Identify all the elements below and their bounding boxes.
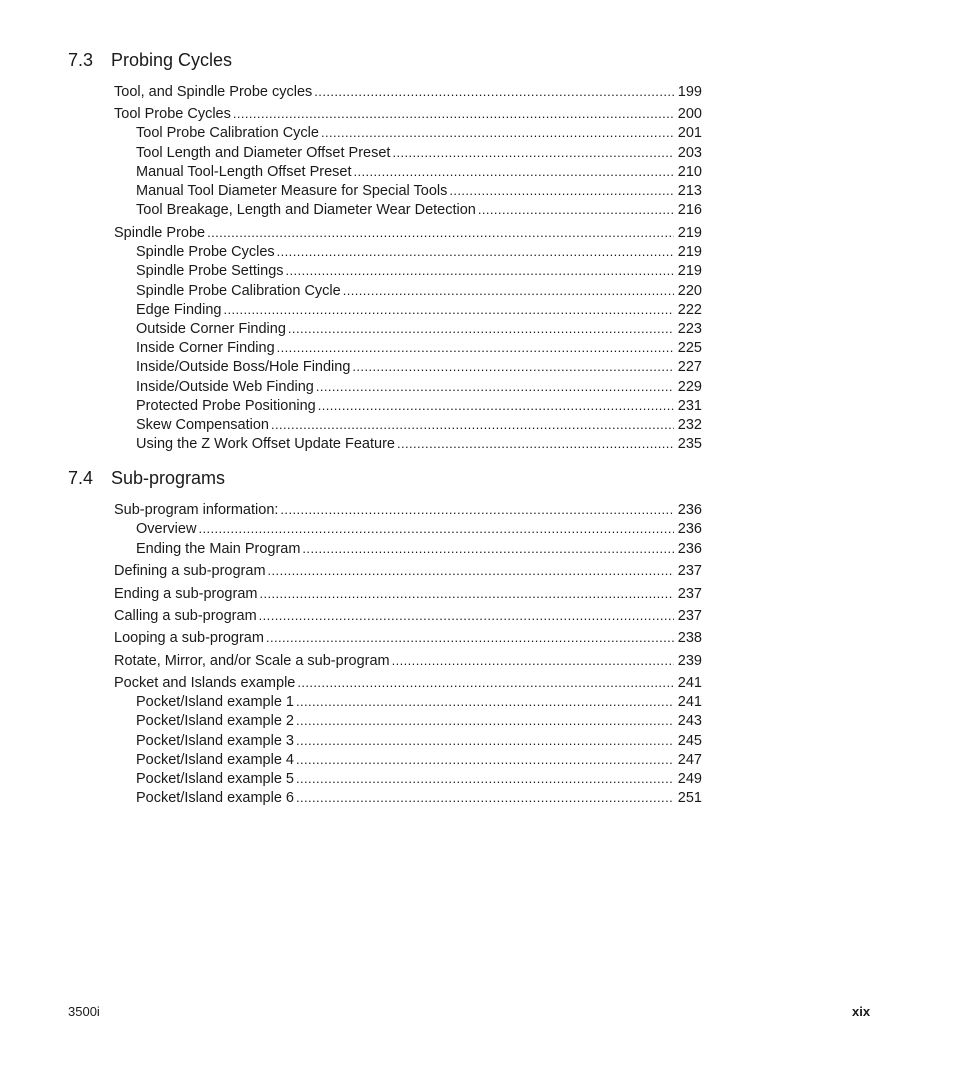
dot-leader [343, 281, 674, 300]
toc-entry-title: Tool, and Spindle Probe cycles [114, 84, 313, 100]
toc-entry-title: Rotate, Mirror, and/or Scale a sub-program [114, 653, 390, 669]
toc-entry[interactable] [136, 261, 702, 280]
toc-entry[interactable] [136, 143, 702, 162]
footer-product-name: 3500i [68, 1004, 100, 1019]
toc-entry-page: 237 [677, 586, 702, 602]
toc-entry-page: 251 [677, 790, 702, 806]
toc-entry-page: 245 [677, 733, 702, 749]
toc-entry-page: 219 [677, 225, 702, 241]
section-number: 7.4 [68, 468, 94, 488]
dot-leader [259, 606, 674, 625]
toc-entry-page: 231 [677, 398, 702, 414]
dot-leader [271, 415, 674, 434]
dot-leader [296, 769, 674, 788]
toc-entry-page: 219 [677, 244, 702, 260]
toc-entry-title: Pocket/Island example 3 [136, 733, 294, 749]
toc-entry[interactable] [136, 539, 702, 558]
dot-leader [296, 788, 674, 807]
toc-entry[interactable] [114, 606, 702, 625]
dot-leader [296, 731, 674, 750]
toc-entry-title: Pocket/Island example 6 [136, 790, 294, 806]
toc-entry-page: 241 [677, 694, 702, 710]
toc-entry-title: Manual Tool Diameter Measure for Special Tools [136, 183, 448, 199]
dot-leader [259, 584, 673, 603]
toc-entry[interactable] [136, 434, 702, 453]
dot-leader [392, 651, 674, 670]
dot-leader [296, 692, 674, 711]
toc-entry[interactable] [136, 242, 702, 261]
toc-entry-title: Spindle Probe Calibration Cycle [136, 283, 341, 299]
section-heading-sub-programs [68, 468, 225, 489]
toc-entry-title: Spindle Probe [114, 225, 206, 241]
dot-leader [316, 377, 674, 396]
dot-leader [397, 434, 674, 453]
toc-entry-page: 200 [677, 106, 702, 122]
toc-entry-title: Ending a sub-program [114, 586, 258, 602]
toc-entry[interactable] [136, 338, 702, 357]
toc-entry-title: Manual Tool-Length Offset Preset [136, 164, 352, 180]
toc-entry-page: 239 [677, 653, 702, 669]
toc-entry[interactable] [114, 500, 702, 519]
toc-entry[interactable] [136, 200, 702, 219]
toc-entry-title: Calling a sub-program [114, 608, 257, 624]
dot-leader [277, 338, 674, 357]
toc-entry[interactable] [114, 628, 702, 647]
toc-entry[interactable] [136, 731, 702, 750]
toc-entry-page: 241 [677, 675, 702, 691]
toc-entry-page: 203 [677, 145, 702, 161]
toc-entry[interactable] [136, 750, 702, 769]
toc-entry-title: Spindle Probe Settings [136, 263, 284, 279]
dot-leader [478, 200, 674, 219]
toc-entry-title: Protected Probe Positioning [136, 398, 316, 414]
toc-entry-page: 236 [677, 502, 702, 518]
toc-entry[interactable] [136, 181, 702, 200]
toc-entry[interactable] [136, 415, 702, 434]
toc-entry[interactable] [114, 223, 702, 242]
toc-entry-page: 225 [677, 340, 702, 356]
toc-entry-page: 249 [677, 771, 702, 787]
toc-entry[interactable] [114, 673, 702, 692]
dot-leader [268, 561, 674, 580]
toc-entry[interactable] [114, 561, 702, 580]
dot-leader [302, 539, 673, 558]
dot-leader [449, 181, 673, 200]
toc-entry[interactable] [114, 584, 702, 603]
footer-page-number: xix [852, 1004, 871, 1019]
toc-entry-title: Tool Probe Calibration Cycle [136, 125, 319, 141]
toc-entry-title: Outside Corner Finding [136, 321, 286, 337]
toc-entry-page: 237 [677, 563, 702, 579]
toc-entry-title: Tool Breakage, Length and Diameter Wear Detection [136, 202, 476, 218]
toc-entry[interactable] [136, 519, 702, 538]
toc-entry-title: Pocket and Islands example [114, 675, 296, 691]
dot-leader [321, 123, 674, 142]
toc-entry-page: 220 [677, 283, 702, 299]
toc-entry[interactable] [136, 769, 702, 788]
toc-entry[interactable] [136, 357, 702, 376]
toc-entry-title: Ending the Main Program [136, 541, 301, 557]
toc-entry-title: Spindle Probe Cycles [136, 244, 275, 260]
toc-entry[interactable] [136, 396, 702, 415]
toc-entry-title: Tool Probe Cycles [114, 106, 231, 122]
dot-leader [207, 223, 674, 242]
toc-entry[interactable] [136, 162, 702, 181]
toc-entry-title: Sub-program information: [114, 502, 279, 518]
toc-entry-page: 236 [677, 521, 702, 537]
dot-leader [352, 357, 673, 376]
toc-entry-page: 201 [677, 125, 702, 141]
toc-entry-page: 222 [677, 302, 702, 318]
toc-entry-title: Pocket/Island example 5 [136, 771, 294, 787]
toc-entry-page: 238 [677, 630, 702, 646]
toc-entry[interactable] [136, 300, 702, 319]
section-title: Probing Cycles [111, 50, 233, 70]
toc-entry-page: 247 [677, 752, 702, 768]
dot-leader [198, 519, 673, 538]
toc-entry[interactable] [136, 319, 702, 338]
toc-entry-page: 237 [677, 608, 702, 624]
dot-leader [233, 104, 674, 123]
toc-entry-page: 236 [677, 541, 702, 557]
dot-leader [266, 628, 674, 647]
toc-entry-title: Tool Length and Diameter Offset Preset [136, 145, 391, 161]
toc-entry[interactable] [136, 692, 702, 711]
toc-entry-title: Edge Finding [136, 302, 222, 318]
toc-entry-title: Defining a sub-program [114, 563, 266, 579]
dot-leader [277, 242, 674, 261]
toc-entry-title: Pocket/Island example 4 [136, 752, 294, 768]
toc-entry-page: 219 [677, 263, 702, 279]
toc-entry-title: Using the Z Work Offset Update Feature [136, 436, 395, 452]
toc-entry[interactable] [136, 123, 702, 142]
toc-entry-title: Looping a sub-program [114, 630, 264, 646]
toc-entry-page: 227 [677, 359, 702, 375]
toc-entry[interactable] [136, 711, 702, 730]
dot-leader [286, 261, 674, 280]
toc-entry-page: 210 [677, 164, 702, 180]
section-heading-probing-cycles [68, 50, 232, 71]
toc-entry-page: 213 [677, 183, 702, 199]
dot-leader [280, 500, 673, 519]
toc-entry-page: 199 [677, 84, 702, 100]
toc-entry-title: Skew Compensation [136, 417, 269, 433]
toc-entry[interactable] [114, 82, 702, 101]
toc-entry-title: Inside/Outside Web Finding [136, 379, 314, 395]
dot-leader [318, 396, 674, 415]
toc-entry-page: 235 [677, 436, 702, 452]
dot-leader [353, 162, 673, 181]
toc-entry-title: Inside/Outside Boss/Hole Finding [136, 359, 351, 375]
toc-entry[interactable] [114, 651, 702, 670]
dot-leader [314, 82, 674, 101]
toc-entry-page: 229 [677, 379, 702, 395]
toc-entry-title: Pocket/Island example 1 [136, 694, 294, 710]
dot-leader [297, 673, 673, 692]
dot-leader [288, 319, 674, 338]
toc-entry[interactable] [114, 104, 702, 123]
section-number: 7.3 [68, 50, 94, 70]
dot-leader [296, 711, 674, 730]
toc-entry-title: Inside Corner Finding [136, 340, 275, 356]
toc-entry[interactable] [136, 788, 702, 807]
dot-leader [296, 750, 674, 769]
toc-entry[interactable] [136, 377, 702, 396]
toc-entry-page: 223 [677, 321, 702, 337]
dot-leader [223, 300, 673, 319]
toc-entry-title: Overview [136, 521, 197, 537]
toc-entry[interactable] [136, 281, 702, 300]
toc-entry-title: Pocket/Island example 2 [136, 713, 294, 729]
dot-leader [392, 143, 673, 162]
toc-entry-page: 216 [677, 202, 702, 218]
toc-entry-page: 243 [677, 713, 702, 729]
toc-entry-page: 232 [677, 417, 702, 433]
section-title: Sub-programs [111, 468, 226, 488]
